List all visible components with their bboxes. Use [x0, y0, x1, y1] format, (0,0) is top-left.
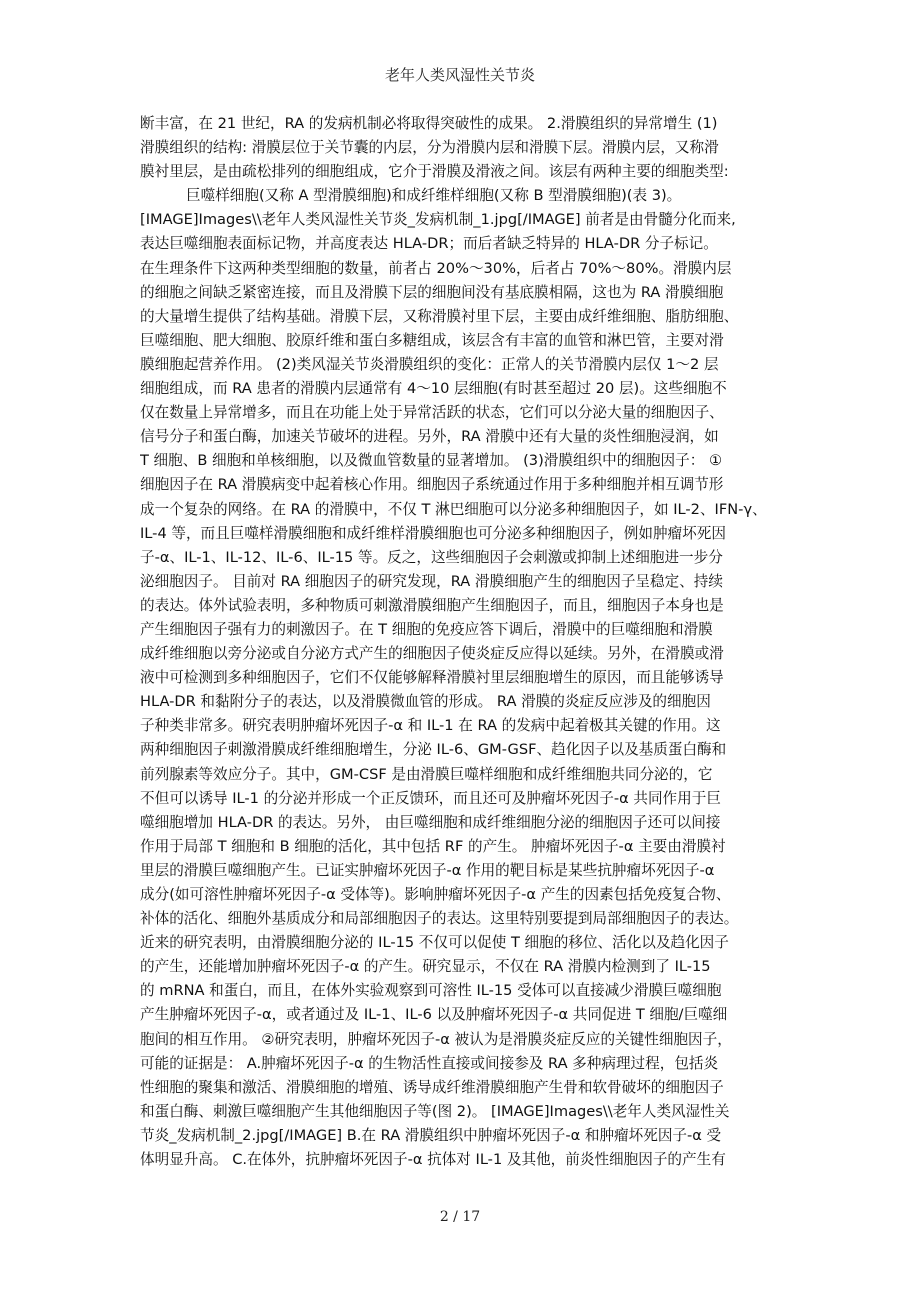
- page-header-title: 老年人类风湿性关节炎: [384, 66, 535, 84]
- text-line: T 细胞、B 细胞和单核细胞，以及微血管数量的显著增加。 (3)滑膜组织中的细胞因子： ①: [140, 452, 723, 470]
- text-line: 成分(如可溶性肿瘤坏死因子-α 受体等)。影响肿瘤坏死因子-α 产生的因素包括免疫复合物、: [140, 886, 731, 903]
- text-line: 里层的滑膜巨噬细胞产生。已证实肿瘤坏死因子-α 作用的靶目标是某些抗肿瘤坏死因子-α: [140, 861, 715, 879]
- text-line: 仅在数量上异常增多，而且在功能上处于异常活跃的状态，它们可以分泌大量的细胞因子、: [140, 404, 724, 422]
- text-line: 不但可以诱导 IL-1 的分泌并形成一个正反馈环，而且还可及肿瘤坏死因子-α 共同作用于巨: [140, 789, 721, 807]
- text-line: 近来的研究表明，由滑膜细胞分泌的 IL-15 不仅可以促使 T 细胞的移位、活化以及趋化因子: [140, 934, 729, 952]
- text-line: 成纤维细胞以旁分泌或自分泌方式产生的细胞因子使炎症反应得以延续。另外，在滑膜或滑: [140, 645, 724, 663]
- text-line: 巨噬样细胞(又称 A 型滑膜细胞)和成纤维样细胞(又称 B 型滑膜细胞)(表 3)。: [186, 187, 682, 205]
- text-line: 表达巨噬细胞表面标记物，并高度表达 HLA-DR；而后者缺乏特异的 HLA-DR 分子标记。: [140, 235, 718, 253]
- text-line: 细胞因子在 RA 滑膜病变中起着核心作用。细胞因子系统通过作用于多种细胞并相互调节形: [140, 476, 724, 494]
- text-line: 膜衬里层，是由疏松排列的细胞组成，它介于滑膜及滑液之间。该层有两种主要的细胞类型:: [140, 163, 729, 181]
- text-line: 两种细胞因子刺激滑膜成纤维细胞增生，分泌 IL-6、GM-GSF、趋化因子以及基质蛋白酶和: [140, 741, 727, 759]
- text-line: IL-4 等，而且巨噬样滑膜细胞和成纤维样滑膜细胞也可分泌多种细胞因子，例如肿瘤坏死因: [140, 524, 726, 542]
- text-line: 产生肿瘤坏死因子-α，或者通过及 IL-1、IL-6 以及肿瘤坏死因子-α 共同促进 T 细胞/巨噬细: [140, 1006, 728, 1024]
- text-line: 补体的活化、细胞外基质成分和局部细胞因子的表达。这里特别要提到局部细胞因子的表达。: [140, 910, 739, 928]
- text-line: 和蛋白酶、刺激巨噬细胞产生其他细胞因子等(图 2)。 [IMAGE]Images\\老年人类风湿性关: [140, 1102, 730, 1120]
- text-line: 的产生，还能增加肿瘤坏死因子-α 的产生。研究显示，不仅在 RA 滑膜内检测到了 IL-15: [140, 958, 711, 976]
- text-line: 可能的证据是： A.肿瘤坏死因子-α 的生物活性直接或间接参及 RA 多种病理过程，包括炎: [140, 1054, 719, 1072]
- text-line: 泌细胞因子。 目前对 RA 细胞因子的研究发现，RA 滑膜细胞产生的细胞因子呈稳定、持续: [140, 572, 723, 590]
- text-line: 液中可检测到多种细胞因子，它们不仅能够解释滑膜衬里层细胞增生的原因，而且能够诱导: [140, 669, 724, 687]
- text-line: 前列腺素等效应分子。其中，GM-CSF 是由滑膜巨噬样细胞和成纤维细胞共同分泌的，它: [140, 765, 713, 783]
- text-line: 在生理条件下这两种类型细胞的数量，前者占 20%～30%，后者占 70%～80%。滑膜内层: [140, 259, 732, 277]
- text-line: 细胞组成，而 RA 患者的滑膜内层通常有 4～10 层细胞(有时甚至超过 20 层)。这些细胞不: [140, 380, 727, 398]
- page-number: 2 / 17: [439, 1209, 481, 1225]
- text-line: 的 mRNA 和蛋白，而且，在体外实验观察到可溶性 IL-15 受体可以直接减少滑膜巨噬细胞: [140, 982, 722, 1000]
- text-line: 断丰富，在 21 世纪，RA 的发病机制必将取得突破性的成果。 2.滑膜组织的异常增生 (1): [140, 115, 718, 132]
- body-text: [140, 112, 790, 1172]
- text-line: 噬细胞增加 HLA-DR 的表达。另外， 由巨噬细胞和成纤维细胞分泌的细胞因子还可以间接: [140, 813, 721, 831]
- text-line: 节炎_发病机制_2.jpg[/IMAGE] B.在 RA 滑膜组织中肿瘤坏死因子-α 和肿瘤坏死因子-α 受: [140, 1126, 722, 1144]
- text-line: 的细胞之间缺乏紧密连接，而且及滑膜下层的细胞间没有基底膜相隔，这也为 RA 滑膜细胞: [140, 283, 724, 301]
- text-line: 滑膜组织的结构: 滑膜层位于关节囊的内层，分为滑膜内层和滑膜下层。滑膜内层，又称滑: [140, 139, 719, 157]
- text-line: 巨噬细胞、肥大细胞、胶原纤维和蛋白多糖组成，该层含有丰富的血管和淋巴管，主要对滑: [140, 331, 724, 349]
- text-line: HLA-DR 和黏附分子的表达，以及滑膜微血管的形成。 RA 滑膜的炎症反应涉及的细胞因: [140, 693, 711, 711]
- text-line: 作用于局部 T 细胞和 B 细胞的活化，其中包括 RF 的产生。 肿瘤坏死因子-α 主要由滑膜衬: [140, 837, 726, 855]
- text-line: 胞间的相互作用。 ②研究表明，肿瘤坏死因子-α 被认为是滑膜炎症反应的关键性细胞因子，: [140, 1030, 732, 1048]
- text-line: 膜细胞起营养作用。 (2)类风湿关节炎滑膜组织的变化：正常人的关节滑膜内层仅 1～2 层: [140, 355, 719, 373]
- text-line: 子种类非常多。研究表明肿瘤坏死因子-α 和 IL-1 在 RA 的发病中起着极其关键的作用。这: [140, 717, 721, 735]
- text-line: 性细胞的聚集和激活、滑膜细胞的增殖、诱导成纤维滑膜细胞产生骨和软骨破坏的细胞因子: [140, 1078, 724, 1096]
- text-line: 信号分子和蛋白酶，加速关节破坏的进程。另外，RA 滑膜中还有大量的炎性细胞浸润，如: [140, 428, 719, 446]
- text-line: 体明显升高。 C.在体外，抗肿瘤坏死因子-α 抗体对 IL-1 及其他，前炎性细胞因子的产生有: [140, 1151, 726, 1169]
- text-line: 子-α、IL-1、IL-12、IL-6、IL-15 等。反之，这些细胞因子会刺激或抑制上述细胞进一步分: [140, 548, 723, 566]
- text-line: 产生细胞因子强有力的刺激因子。在 T 细胞的免疫应答下调后，滑膜中的巨噬细胞和滑膜: [140, 620, 713, 638]
- text-line: 成一个复杂的网络。在 RA 的滑膜中，不仅 T 淋巴细胞可以分泌多种细胞因子，如 IL-2、IFN-γ、: [140, 500, 767, 518]
- text-line: 的表达。体外试验表明，多种物质可刺激滑膜细胞产生细胞因子，而且，细胞因子本身也是: [140, 596, 724, 614]
- text-line: [IMAGE]Images\\老年人类风湿性关节炎_发病机制_1.jpg[/IMAGE] 前者是由骨髓分化而来,: [140, 211, 736, 229]
- text-line: 的大量增生提供了结构基础。滑膜下层，又称滑膜衬里下层，主要由成纤维细胞、脂肪细胞、: [140, 307, 739, 325]
